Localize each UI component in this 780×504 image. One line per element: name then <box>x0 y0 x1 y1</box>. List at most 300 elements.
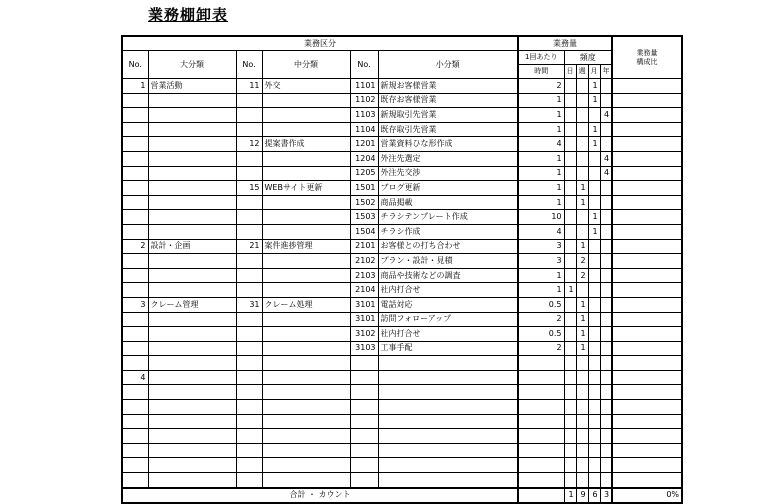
ratio-cell <box>612 370 682 385</box>
major-no-cell <box>122 327 148 342</box>
middle-no-cell <box>236 166 262 181</box>
daily-cell <box>564 429 576 444</box>
middle-cell <box>262 385 350 400</box>
ratio-cell <box>612 327 682 342</box>
weekly-cell: 1 <box>576 181 588 196</box>
monthly-cell <box>588 195 600 210</box>
middle-cell <box>262 224 350 239</box>
weekly-cell <box>576 224 588 239</box>
time-cell: 1 <box>518 195 564 210</box>
monthly-cell <box>588 108 600 123</box>
yearly-cell <box>600 224 612 239</box>
major-cell <box>148 341 236 356</box>
major-no-cell <box>122 341 148 356</box>
middle-cell <box>262 254 350 269</box>
minor-no-cell <box>350 370 378 385</box>
yearly-cell <box>600 473 612 488</box>
weekly-cell: 1 <box>576 341 588 356</box>
major-no-cell: 4 <box>122 370 148 385</box>
ratio-cell <box>612 151 682 166</box>
table-row <box>122 356 682 371</box>
time-cell: 1 <box>518 268 564 283</box>
major-no-cell: 3 <box>122 297 148 312</box>
ratio-cell <box>612 312 682 327</box>
major-cell <box>148 195 236 210</box>
major-no-cell <box>122 458 148 473</box>
daily-cell <box>564 108 576 123</box>
minor-no-cell: 1504 <box>350 224 378 239</box>
total-daily: 1 <box>564 488 576 503</box>
time-cell: 2 <box>518 79 564 94</box>
table-row <box>122 312 682 327</box>
minor-cell: ブログ更新 <box>378 181 518 196</box>
yearly-cell <box>600 93 612 108</box>
weekly-cell <box>576 122 588 137</box>
major-no-cell <box>122 181 148 196</box>
minor-cell: 既存お客様営業 <box>378 93 518 108</box>
major-cell <box>148 108 236 123</box>
table-row <box>122 443 682 458</box>
header-time-line2: 時間 <box>518 65 564 79</box>
monthly-cell <box>588 312 600 327</box>
total-weekly: 9 <box>576 488 588 503</box>
major-cell <box>148 224 236 239</box>
time-cell: 4 <box>518 224 564 239</box>
yearly-cell <box>600 297 612 312</box>
time-cell: 1 <box>518 283 564 298</box>
weekly-cell <box>576 283 588 298</box>
table-row <box>122 210 682 225</box>
time-cell: 4 <box>518 137 564 152</box>
yearly-cell <box>600 458 612 473</box>
header-middle-no: No. <box>236 51 262 79</box>
middle-cell: 案件進捗管理 <box>262 239 350 254</box>
yearly-cell <box>600 122 612 137</box>
middle-no-cell <box>236 385 262 400</box>
major-cell <box>148 166 236 181</box>
middle-no-cell <box>236 254 262 269</box>
ratio-cell <box>612 400 682 415</box>
monthly-cell <box>588 297 600 312</box>
major-no-cell <box>122 400 148 415</box>
middle-no-cell <box>236 341 262 356</box>
daily-cell <box>564 400 576 415</box>
weekly-cell <box>576 151 588 166</box>
major-cell <box>148 254 236 269</box>
yearly-cell <box>600 283 612 298</box>
time-cell <box>518 443 564 458</box>
time-cell: 2 <box>518 341 564 356</box>
yearly-cell <box>600 181 612 196</box>
minor-cell <box>378 414 518 429</box>
middle-no-cell: 12 <box>236 137 262 152</box>
major-cell <box>148 312 236 327</box>
total-label: 合計 ・ カウント <box>122 488 518 503</box>
minor-cell <box>378 429 518 444</box>
monthly-cell: 1 <box>588 93 600 108</box>
major-cell <box>148 414 236 429</box>
minor-cell: 工事手配 <box>378 341 518 356</box>
table-row <box>122 327 682 342</box>
minor-no-cell: 1102 <box>350 93 378 108</box>
minor-no-cell: 2102 <box>350 254 378 269</box>
daily-cell <box>564 385 576 400</box>
major-no-cell <box>122 312 148 327</box>
weekly-cell <box>576 79 588 94</box>
time-cell <box>518 385 564 400</box>
table-row <box>122 93 682 108</box>
major-cell <box>148 151 236 166</box>
weekly-cell: 1 <box>576 195 588 210</box>
minor-cell: プラン・設計・見積 <box>378 254 518 269</box>
minor-no-cell: 1503 <box>350 210 378 225</box>
table-row <box>122 297 682 312</box>
yearly-cell <box>600 239 612 254</box>
header-volume-group: 業務量 <box>518 36 612 51</box>
ratio-cell <box>612 108 682 123</box>
major-no-cell <box>122 429 148 444</box>
minor-no-cell <box>350 414 378 429</box>
middle-cell: 提案書作成 <box>262 137 350 152</box>
major-no-cell <box>122 356 148 371</box>
table-row <box>122 473 682 488</box>
inventory-table <box>121 35 683 504</box>
middle-no-cell <box>236 93 262 108</box>
middle-no-cell <box>236 195 262 210</box>
table-row <box>122 195 682 210</box>
monthly-cell <box>588 400 600 415</box>
middle-no-cell: 31 <box>236 297 262 312</box>
middle-no-cell <box>236 429 262 444</box>
major-cell <box>148 473 236 488</box>
daily-cell <box>564 356 576 371</box>
header-monthly: 月 <box>588 65 600 79</box>
weekly-cell <box>576 93 588 108</box>
monthly-cell <box>588 429 600 444</box>
monthly-cell <box>588 151 600 166</box>
major-no-cell: 2 <box>122 239 148 254</box>
minor-cell <box>378 458 518 473</box>
monthly-cell <box>588 166 600 181</box>
daily-cell <box>564 414 576 429</box>
minor-cell: 新規お客様営業 <box>378 79 518 94</box>
middle-no-cell <box>236 268 262 283</box>
yearly-cell <box>600 341 612 356</box>
major-no-cell <box>122 122 148 137</box>
total-yearly: 3 <box>600 488 612 503</box>
daily-cell <box>564 93 576 108</box>
middle-cell <box>262 108 350 123</box>
ratio-cell <box>612 195 682 210</box>
middle-no-cell: 21 <box>236 239 262 254</box>
yearly-cell <box>600 370 612 385</box>
time-cell <box>518 473 564 488</box>
minor-no-cell: 2104 <box>350 283 378 298</box>
minor-no-cell: 1201 <box>350 137 378 152</box>
weekly-cell <box>576 210 588 225</box>
middle-cell <box>262 151 350 166</box>
header-yearly: 年 <box>600 65 612 79</box>
table-row <box>122 166 682 181</box>
table-row <box>122 239 682 254</box>
daily-cell <box>564 195 576 210</box>
table-body <box>122 79 682 488</box>
daily-cell <box>564 166 576 181</box>
major-no-cell <box>122 414 148 429</box>
minor-cell: 社内打合せ <box>378 327 518 342</box>
middle-cell <box>262 283 350 298</box>
weekly-cell: 2 <box>576 254 588 269</box>
minor-no-cell: 1104 <box>350 122 378 137</box>
middle-no-cell <box>236 327 262 342</box>
major-no-cell <box>122 93 148 108</box>
minor-no-cell <box>350 385 378 400</box>
yearly-cell <box>600 195 612 210</box>
minor-cell: チラシテンプレート作成 <box>378 210 518 225</box>
middle-no-cell <box>236 151 262 166</box>
major-no-cell <box>122 283 148 298</box>
ratio-cell <box>612 458 682 473</box>
monthly-cell <box>588 181 600 196</box>
major-no-cell <box>122 224 148 239</box>
daily-cell <box>564 297 576 312</box>
middle-cell <box>262 414 350 429</box>
major-cell <box>148 327 236 342</box>
minor-cell: 社内打合せ <box>378 283 518 298</box>
minor-cell: お客様との打ち合わせ <box>378 239 518 254</box>
monthly-cell <box>588 327 600 342</box>
weekly-cell: 1 <box>576 327 588 342</box>
table-row <box>122 151 682 166</box>
major-cell: クレーム管理 <box>148 297 236 312</box>
yearly-cell <box>600 210 612 225</box>
middle-cell <box>262 341 350 356</box>
major-no-cell <box>122 385 148 400</box>
monthly-cell <box>588 268 600 283</box>
monthly-cell: 1 <box>588 210 600 225</box>
yearly-cell <box>600 400 612 415</box>
middle-cell <box>262 312 350 327</box>
time-cell: 0.5 <box>518 327 564 342</box>
time-cell: 1 <box>518 108 564 123</box>
daily-cell <box>564 79 576 94</box>
time-cell <box>518 414 564 429</box>
ratio-cell <box>612 283 682 298</box>
time-cell: 3 <box>518 254 564 269</box>
table-row <box>122 122 682 137</box>
daily-cell <box>564 151 576 166</box>
major-cell <box>148 356 236 371</box>
middle-no-cell <box>236 414 262 429</box>
ratio-cell <box>612 341 682 356</box>
table-row <box>122 458 682 473</box>
table-row <box>122 181 682 196</box>
daily-cell <box>564 327 576 342</box>
weekly-cell: 1 <box>576 297 588 312</box>
minor-cell: 電話対応 <box>378 297 518 312</box>
minor-cell <box>378 473 518 488</box>
ratio-cell <box>612 297 682 312</box>
table-row <box>122 79 682 94</box>
major-no-cell <box>122 151 148 166</box>
ratio-cell <box>612 443 682 458</box>
daily-cell <box>564 268 576 283</box>
minor-no-cell: 1103 <box>350 108 378 123</box>
major-no-cell <box>122 137 148 152</box>
minor-cell <box>378 356 518 371</box>
monthly-cell <box>588 385 600 400</box>
weekly-cell <box>576 137 588 152</box>
major-cell <box>148 400 236 415</box>
weekly-cell <box>576 166 588 181</box>
weekly-cell: 2 <box>576 268 588 283</box>
ratio-cell <box>612 473 682 488</box>
middle-no-cell <box>236 224 262 239</box>
ratio-cell <box>612 210 682 225</box>
minor-no-cell <box>350 400 378 415</box>
yearly-cell: 4 <box>600 151 612 166</box>
yearly-cell <box>600 385 612 400</box>
time-cell: 1 <box>518 151 564 166</box>
weekly-cell: 1 <box>576 239 588 254</box>
ratio-cell <box>612 268 682 283</box>
minor-cell: 訪問フォローアップ <box>378 312 518 327</box>
time-cell <box>518 458 564 473</box>
minor-no-cell: 1205 <box>350 166 378 181</box>
major-cell <box>148 137 236 152</box>
minor-cell: 商品や技術などの調査 <box>378 268 518 283</box>
major-cell <box>148 385 236 400</box>
header-daily: 日 <box>564 65 576 79</box>
major-no-cell <box>122 443 148 458</box>
monthly-cell <box>588 283 600 298</box>
yearly-cell: 4 <box>600 166 612 181</box>
header-middle: 中分類 <box>262 51 350 79</box>
middle-cell <box>262 400 350 415</box>
time-cell <box>518 400 564 415</box>
minor-no-cell: 3101 <box>350 297 378 312</box>
time-cell: 1 <box>518 181 564 196</box>
middle-cell <box>262 356 350 371</box>
middle-no-cell <box>236 108 262 123</box>
ratio-cell <box>612 122 682 137</box>
middle-no-cell <box>236 122 262 137</box>
time-cell <box>518 429 564 444</box>
ratio-cell <box>612 429 682 444</box>
daily-cell <box>564 181 576 196</box>
daily-cell <box>564 210 576 225</box>
middle-no-cell <box>236 210 262 225</box>
daily-cell <box>564 443 576 458</box>
minor-cell <box>378 370 518 385</box>
monthly-cell: 1 <box>588 79 600 94</box>
middle-cell <box>262 429 350 444</box>
major-cell <box>148 370 236 385</box>
total-monthly: 6 <box>588 488 600 503</box>
middle-cell <box>262 458 350 473</box>
middle-no-cell <box>236 370 262 385</box>
ratio-cell <box>612 79 682 94</box>
minor-no-cell: 1502 <box>350 195 378 210</box>
weekly-cell <box>576 414 588 429</box>
time-cell: 0.5 <box>518 297 564 312</box>
ratio-cell <box>612 385 682 400</box>
middle-cell <box>262 327 350 342</box>
monthly-cell <box>588 414 600 429</box>
weekly-cell <box>576 443 588 458</box>
weekly-cell <box>576 370 588 385</box>
major-no-cell: 1 <box>122 79 148 94</box>
yearly-cell <box>600 327 612 342</box>
minor-no-cell <box>350 458 378 473</box>
major-no-cell <box>122 210 148 225</box>
daily-cell <box>564 122 576 137</box>
time-cell: 10 <box>518 210 564 225</box>
major-no-cell <box>122 254 148 269</box>
daily-cell <box>564 370 576 385</box>
minor-cell: 外注先選定 <box>378 151 518 166</box>
minor-cell: 外注先交渉 <box>378 166 518 181</box>
middle-cell: クレーム処理 <box>262 297 350 312</box>
table-row <box>122 429 682 444</box>
minor-cell: チラシ作成 <box>378 224 518 239</box>
minor-cell <box>378 443 518 458</box>
minor-no-cell: 3103 <box>350 341 378 356</box>
minor-no-cell <box>350 443 378 458</box>
monthly-cell <box>588 254 600 269</box>
yearly-cell <box>600 79 612 94</box>
minor-no-cell: 2101 <box>350 239 378 254</box>
middle-no-cell <box>236 356 262 371</box>
header-ratio-line1: 業務量 <box>636 48 658 57</box>
time-cell: 2 <box>518 312 564 327</box>
yearly-cell <box>600 429 612 444</box>
middle-cell <box>262 93 350 108</box>
ratio-cell <box>612 356 682 371</box>
middle-no-cell: 11 <box>236 79 262 94</box>
minor-no-cell: 2103 <box>350 268 378 283</box>
major-cell <box>148 458 236 473</box>
time-cell: 1 <box>518 122 564 137</box>
monthly-cell: 1 <box>588 224 600 239</box>
minor-no-cell: 1204 <box>350 151 378 166</box>
time-cell: 3 <box>518 239 564 254</box>
major-no-cell <box>122 473 148 488</box>
ratio-cell <box>612 239 682 254</box>
middle-no-cell <box>236 312 262 327</box>
major-cell: 営業活動 <box>148 79 236 94</box>
middle-cell <box>262 122 350 137</box>
ratio-cell <box>612 166 682 181</box>
minor-cell <box>378 400 518 415</box>
middle-cell: 外交 <box>262 79 350 94</box>
yearly-cell <box>600 254 612 269</box>
header-category-group: 業務区分 <box>122 36 518 51</box>
middle-cell <box>262 166 350 181</box>
middle-no-cell <box>236 458 262 473</box>
yearly-cell: 4 <box>600 108 612 123</box>
weekly-cell: 1 <box>576 312 588 327</box>
table-row <box>122 224 682 239</box>
daily-cell <box>564 341 576 356</box>
daily-cell: 1 <box>564 283 576 298</box>
yearly-cell <box>600 312 612 327</box>
time-cell: 1 <box>518 166 564 181</box>
monthly-cell: 1 <box>588 137 600 152</box>
yearly-cell <box>600 443 612 458</box>
header-major-no: No. <box>122 51 148 79</box>
table-row <box>122 414 682 429</box>
